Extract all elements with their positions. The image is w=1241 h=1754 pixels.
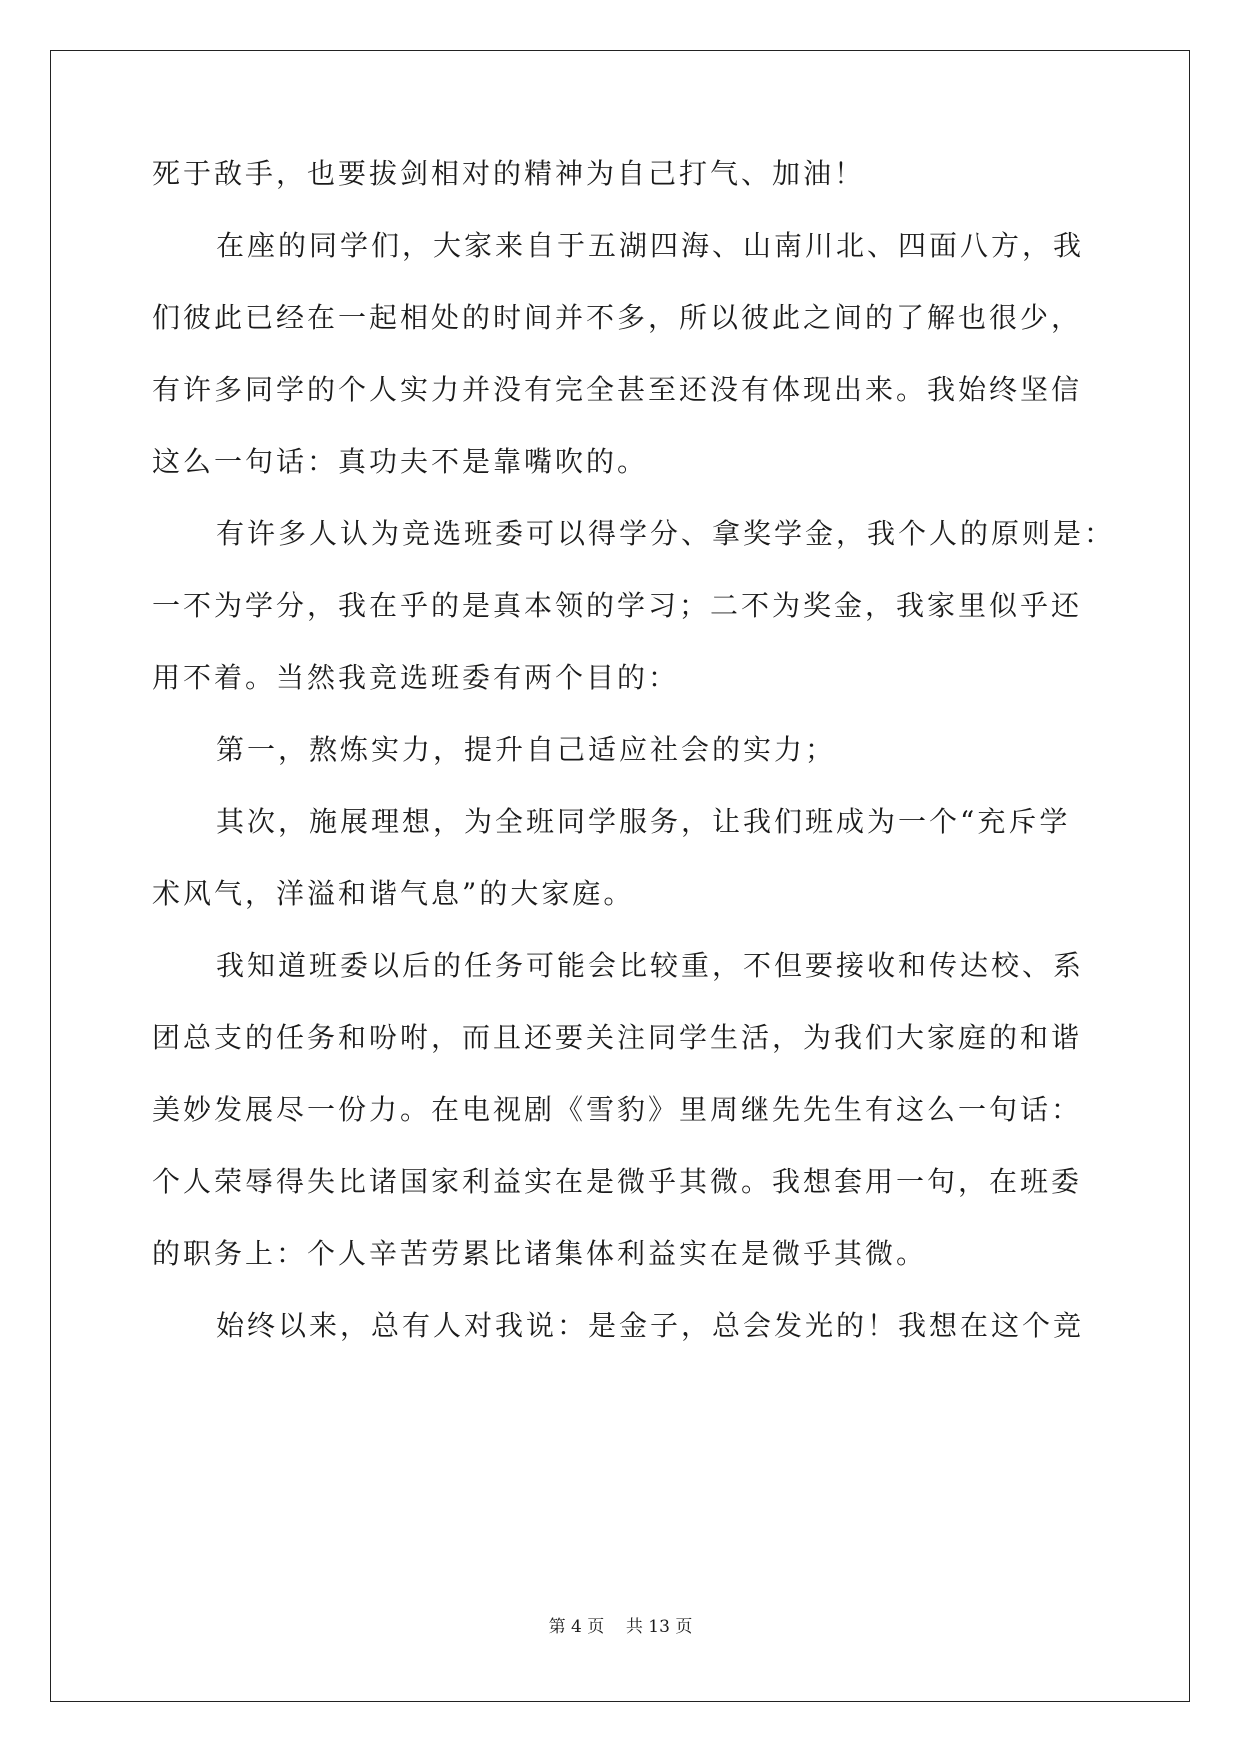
text-line: 们彼此已经在一起相处的时间并不多，所以彼此之间的了解也很少， xyxy=(152,301,1083,334)
page-number-footer: 第 4 页 共 13 页 xyxy=(548,1617,693,1637)
text-line: 有许多同学的个人实力并没有完全甚至还没有体现出来。我始终坚信 xyxy=(152,373,1083,406)
text-line: 用不着。当然我竞选班委有两个目的： xyxy=(152,661,680,694)
text-line: 美妙发展尽一份力。在电视剧《雪豹》里周继先先生有这么一句话： xyxy=(152,1093,1083,1126)
text-line: 术风气，洋溢和谐气息”的大家庭。 xyxy=(152,877,635,910)
text-line: 团总支的任务和吩咐，而且还要关注同学生活，为我们大家庭的和谐 xyxy=(152,1021,1083,1054)
text-line: 其次，施展理想，为全班同学服务，让我们班成为一个“充斥学 xyxy=(216,805,1071,838)
text-line: 始终以来，总有人对我说：是金子，总会发光的！我想在这个竞 xyxy=(216,1309,1085,1342)
text-line: 有许多人认为竞选班委可以得学分、拿奖学金，我个人的原则是： xyxy=(216,517,1116,550)
text-line: 一不为学分，我在乎的是真本领的学习；二不为奖金，我家里似乎还 xyxy=(152,589,1083,622)
text-line: 个人荣辱得失比诸国家利益实在是微乎其微。我想套用一句，在班委 xyxy=(152,1165,1083,1198)
text-line: 死于敌手，也要拔剑相对的精神为自己打气、加油！ xyxy=(152,157,866,190)
text-line: 我知道班委以后的任务可能会比较重，不但要接收和传达校、系 xyxy=(216,949,1085,982)
text-line: 这么一句话：真功夫不是靠嘴吹的。 xyxy=(152,445,649,478)
text-line: 第一，熬炼实力，提升自己适应社会的实力； xyxy=(216,733,837,766)
text-line: 在座的同学们，大家来自于五湖四海、山南川北、四面八方，我 xyxy=(216,229,1085,262)
text-line: 的职务上：个人辛苦劳累比诸集体利益实在是微乎其微。 xyxy=(152,1237,928,1270)
